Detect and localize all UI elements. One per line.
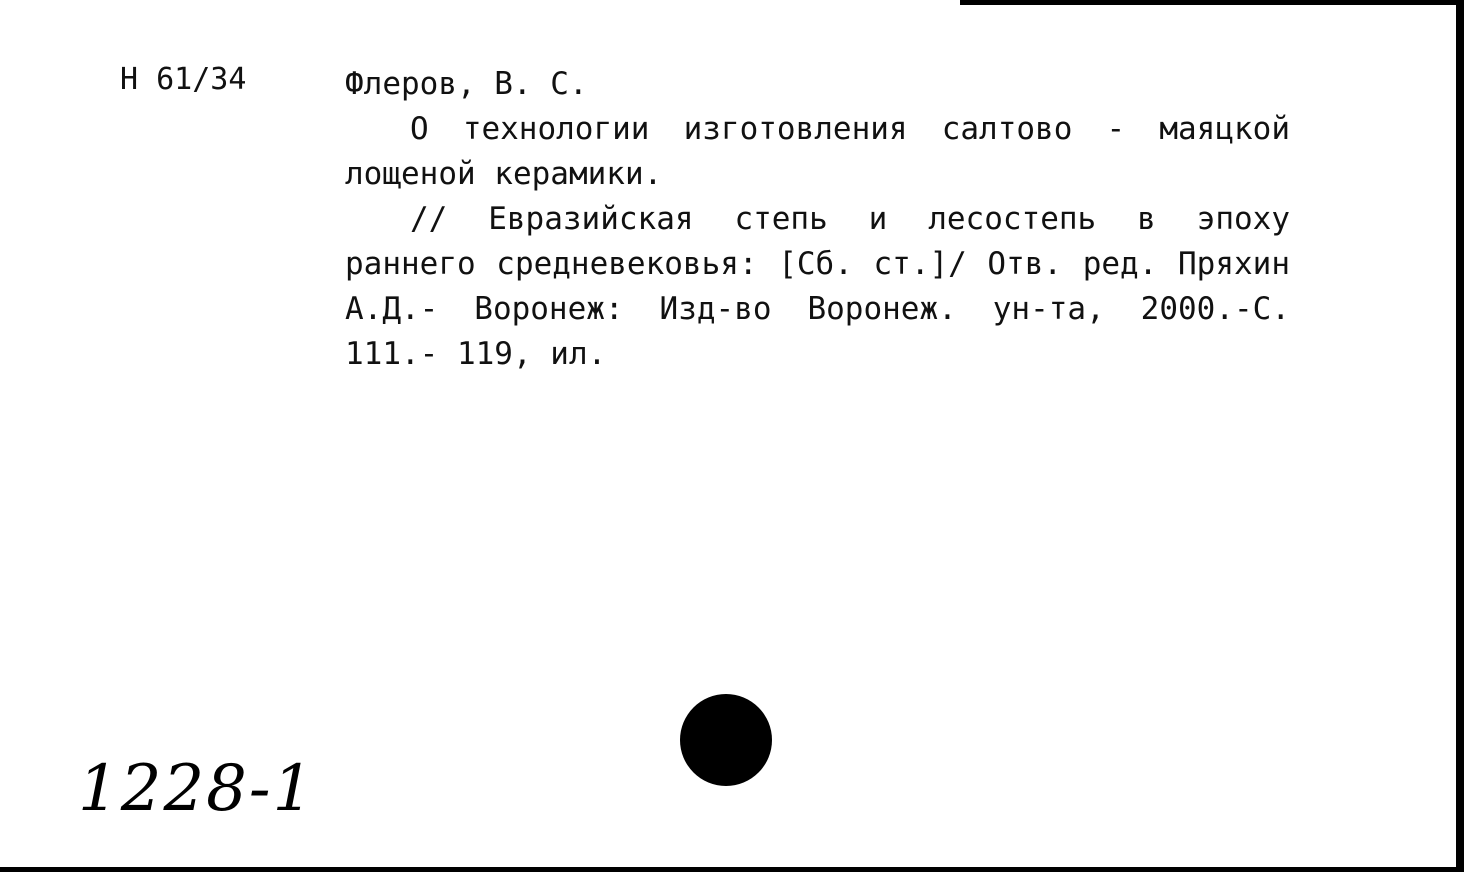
scan-edge-top bbox=[960, 0, 1464, 5]
handwritten-inventory-number: 1228-1 bbox=[78, 752, 316, 826]
author: Флеров, В. С. bbox=[345, 66, 588, 102]
bibliographic-entry bbox=[345, 62, 1290, 377]
punch-hole bbox=[680, 694, 772, 786]
scan-edge-right bbox=[1456, 0, 1464, 872]
call-number: Н 61/34 bbox=[120, 62, 247, 97]
work-title: О технологии изготовления салтово - маяцкой лощеной керамики. bbox=[345, 111, 1290, 192]
source-citation: // Евразийская степь и лесостепь в эпоху раннего средневековья: [Сб. ст.]/ Отв. ред. Пряхин А.Д.- Воронеж: Изд-во Воронеж. ун-та, 2000.-С. 111.- 119, ил. bbox=[345, 201, 1290, 372]
scan-edge-bottom bbox=[0, 867, 1464, 872]
